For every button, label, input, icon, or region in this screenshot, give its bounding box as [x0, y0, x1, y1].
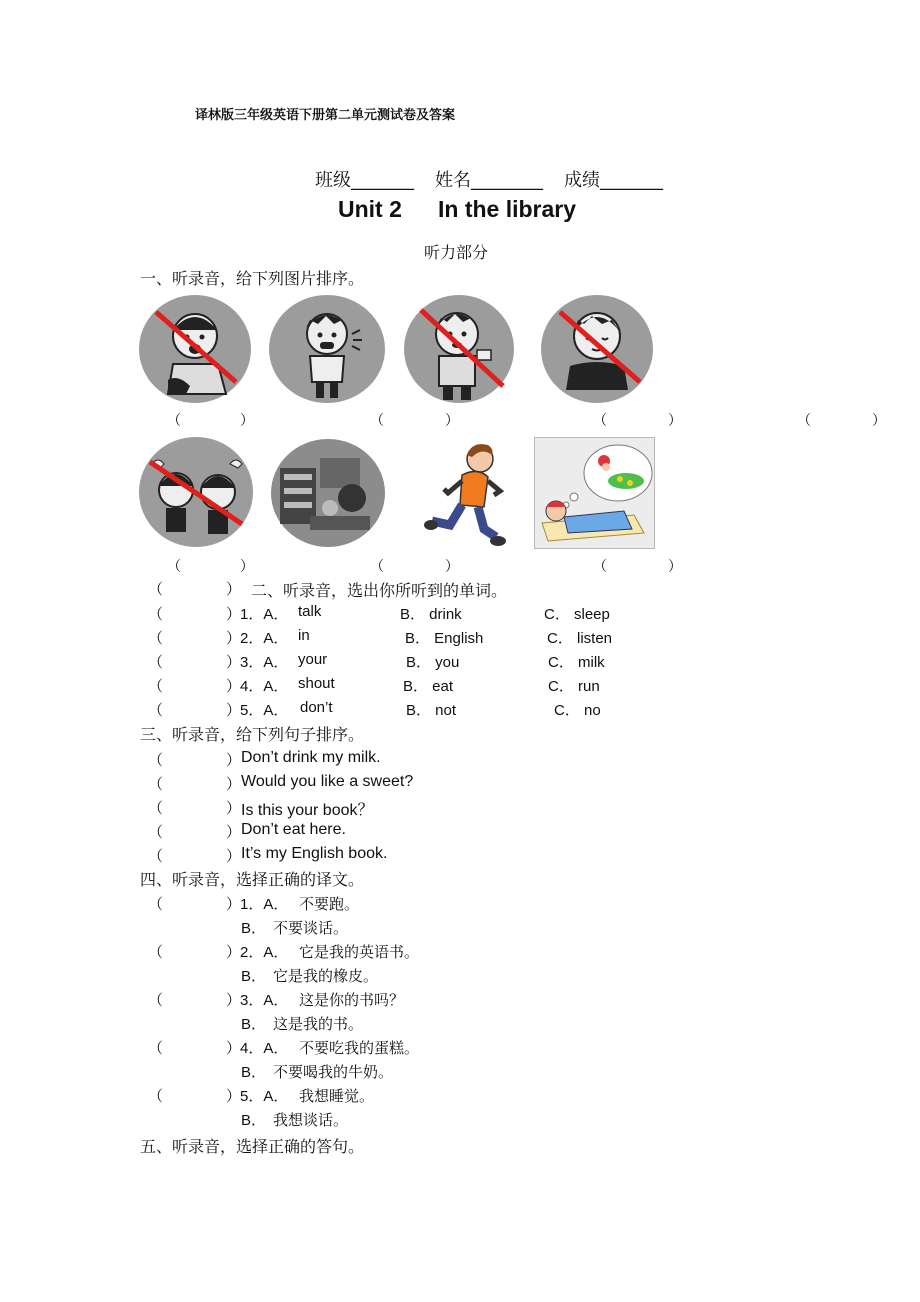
answer-paren-open: （ — [148, 1089, 164, 1105]
option-a: don’t — [300, 699, 333, 716]
answer-paren-close: ） — [872, 414, 886, 429]
answer-paren-open: （ — [370, 560, 384, 575]
question-number: 3．A． — [240, 654, 289, 671]
class-field: 班级_______ — [315, 170, 414, 191]
section3-heading: 三、听录音，给下列句子排序。 — [140, 725, 365, 744]
answer-paren-close: ） — [240, 560, 254, 575]
option-b: 不要喝我的牛奶。 — [273, 1064, 394, 1081]
answer-paren-close: ） — [226, 631, 242, 647]
option-a: 这是你的书吗？ — [299, 992, 405, 1009]
option-b: B． English — [405, 630, 484, 647]
answer-paren-open: （ — [148, 582, 164, 598]
option-a: 不要跑。 — [299, 896, 360, 913]
option-b: 这是我的书。 — [273, 1016, 364, 1033]
answer-paren-close: ） — [226, 801, 242, 817]
question-number: 1．A． — [240, 896, 289, 913]
option-a: 不要吃我的蛋糕。 — [299, 1040, 420, 1057]
no-eating-sign-image — [403, 294, 515, 404]
option-b: B． eat — [403, 678, 454, 695]
option-b-label: B． — [241, 1112, 267, 1129]
no-sleeping-sign-image — [540, 294, 654, 404]
answer-paren-open: （ — [148, 631, 164, 647]
option-b: 我想谈话。 — [273, 1112, 349, 1129]
sentence-text: Would you like a sweet? — [241, 773, 414, 790]
option-a: in — [298, 627, 310, 644]
answer-paren-close: ） — [226, 679, 242, 695]
answer-paren-open: （ — [148, 655, 164, 671]
option-b-label: B． — [241, 1016, 267, 1033]
answer-paren-open: （ — [167, 560, 181, 575]
score-field: 成绩_______ — [564, 170, 663, 191]
answer-paren-open: （ — [593, 560, 607, 575]
option-b-label: B． — [241, 920, 267, 937]
question-number: 4．A． — [240, 1040, 289, 1057]
answer-paren-close: ） — [226, 993, 242, 1009]
question-number: 1．A． — [240, 606, 289, 623]
document-title: 译林版三年级英语下册第二单元测试卷及答案 — [195, 108, 456, 123]
sentence-text: Don’t eat here. — [241, 821, 346, 838]
sentence-text: It’s my English book. — [241, 845, 388, 862]
option-a: shout — [298, 675, 335, 692]
answer-paren-close: ） — [226, 753, 242, 769]
answer-paren-close: ） — [226, 825, 242, 841]
running-boy-image — [422, 437, 508, 549]
unit-number: Unit 2 — [338, 196, 402, 222]
answer-paren-close: ） — [226, 703, 242, 719]
answer-paren-open: （ — [148, 897, 164, 913]
option-c: C． no — [554, 702, 601, 719]
answer-paren-close: ） — [226, 655, 242, 671]
option-c: C． milk — [548, 654, 605, 671]
answer-paren-open: （ — [148, 607, 164, 623]
answer-paren-open: （ — [797, 414, 811, 429]
answer-paren-open: （ — [148, 993, 164, 1009]
question-number: 5．A． — [240, 1088, 289, 1105]
unit-title: In the library — [438, 196, 577, 222]
section2-heading: 二、听录音，选出你所听到的单词。 — [251, 583, 508, 600]
name-field: 姓名________ — [435, 170, 543, 191]
answer-paren-open: （ — [148, 945, 164, 961]
answer-paren-close: ） — [226, 777, 242, 793]
option-b-label: B． — [241, 968, 267, 985]
answer-paren-open: （ — [148, 679, 164, 695]
answer-paren-open: （ — [148, 753, 164, 769]
library-scene-image — [270, 438, 386, 548]
answer-paren-open: （ — [148, 849, 164, 865]
answer-paren-close: ） — [445, 414, 459, 429]
answer-paren-close: ） — [445, 560, 459, 575]
answer-paren-open: （ — [167, 414, 181, 429]
question-number: 2．A． — [240, 630, 289, 647]
option-a: 它是我的英语书。 — [299, 944, 420, 961]
answer-paren-close: ） — [226, 1041, 242, 1057]
answer-paren-close: ） — [226, 607, 242, 623]
option-b-label: B． — [241, 1064, 267, 1081]
section4-heading: 四、听录音，选择正确的译文。 — [140, 870, 365, 889]
option-b: B． drink — [400, 606, 462, 623]
question-number: 2．A． — [240, 944, 289, 961]
sentence-text: Is this your book？ — [241, 802, 374, 819]
no-shouting-sign-image — [138, 294, 252, 404]
option-a: talk — [298, 603, 322, 620]
answer-paren-close: ） — [226, 945, 242, 961]
answer-paren-close: ） — [668, 560, 682, 575]
option-c: C． sleep — [544, 606, 610, 623]
answer-paren-open: （ — [148, 1041, 164, 1057]
answer-paren-open: （ — [370, 414, 384, 429]
sentence-text: Don’t drink my milk. — [241, 749, 381, 766]
answer-paren-open: （ — [148, 825, 164, 841]
answer-paren-close: ） — [226, 582, 242, 598]
option-b: 它是我的橡皮。 — [273, 968, 379, 985]
answer-paren-open: （ — [148, 703, 164, 719]
option-c: C． run — [548, 678, 600, 695]
option-b: B． not — [406, 702, 457, 719]
answer-paren-open: （ — [148, 777, 164, 793]
option-a: 我想睡觉。 — [299, 1088, 375, 1105]
answer-paren-close: ） — [668, 414, 682, 429]
sleeping-girl-dreaming-image — [534, 437, 655, 549]
no-talking-sign-image — [138, 436, 254, 548]
listening-part-title: 听力部分 — [424, 243, 489, 262]
option-b: B． you — [406, 654, 460, 671]
option-a: your — [298, 651, 328, 668]
option-b: 不要谈话。 — [273, 920, 349, 937]
answer-paren-close: ） — [226, 897, 242, 913]
section1-heading: 一、听录音，给下列图片排序。 — [140, 269, 365, 288]
option-c: C． listen — [547, 630, 613, 647]
answer-paren-close: ） — [240, 414, 254, 429]
question-number: 4．A． — [240, 678, 289, 695]
section5-heading: 五、听录音，选择正确的答句。 — [140, 1137, 365, 1156]
answer-paren-close: ） — [226, 849, 242, 865]
question-number: 3．A． — [240, 992, 289, 1009]
answer-paren-close: ） — [226, 1089, 242, 1105]
question-number: 5．A． — [240, 702, 289, 719]
answer-paren-open: （ — [148, 801, 164, 817]
answer-paren-open: （ — [593, 414, 607, 429]
talking-kid-image — [268, 294, 386, 404]
